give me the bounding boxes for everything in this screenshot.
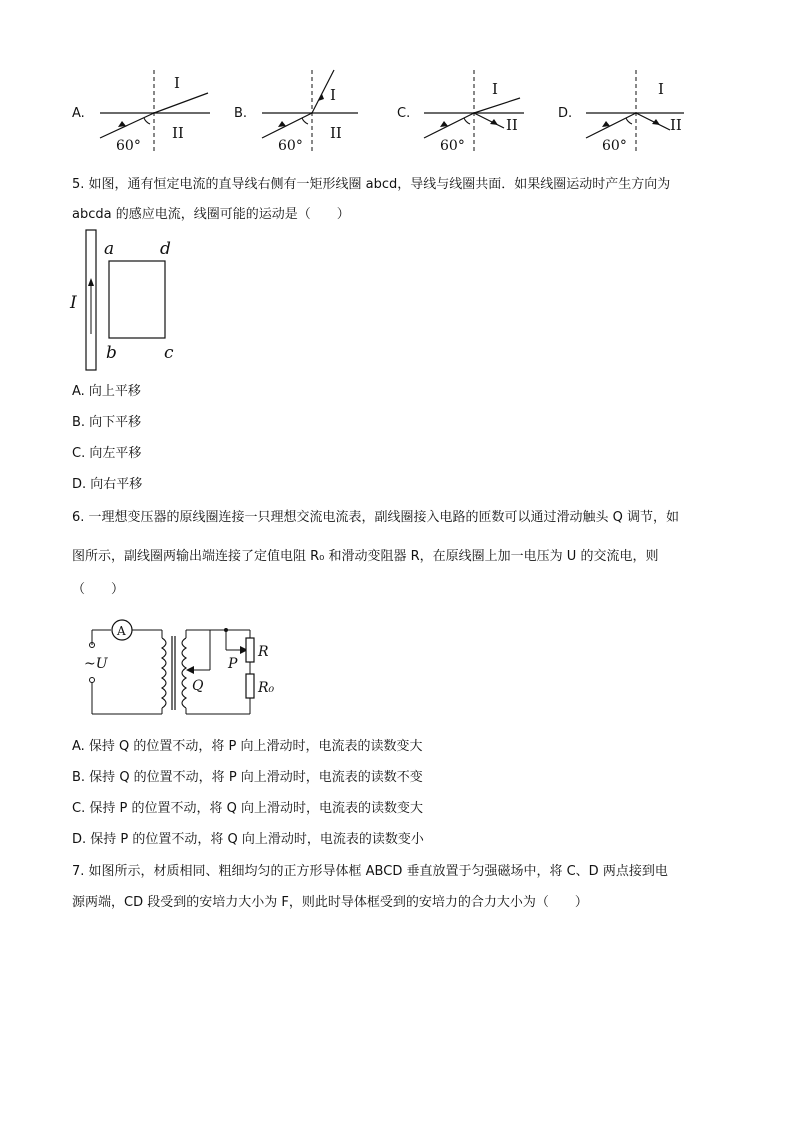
label-q: Q (192, 678, 204, 694)
q6-option-b: B. 保持 Q 的位置不动，将 P 向上滑动时，电流表的读数不变 (72, 770, 423, 785)
source-label: ~U (84, 656, 108, 672)
slider-q (186, 666, 194, 674)
label-p: P (228, 656, 238, 672)
q4-a-label-ii: II (172, 124, 184, 142)
q5-stem-line2: abcda 的感应电流，线圈可能的运动是（ ） (72, 207, 350, 222)
q4-c-angle: 60° (440, 138, 465, 154)
q4-d-angle: 60° (602, 138, 627, 154)
q7-stem-line2: 源两端，CD 段受到的安培力大小为 F，则此时导体框受到的安培力的合力大小为（ ） (72, 895, 588, 910)
q5-figure (66, 226, 196, 376)
label-c: c (164, 343, 174, 363)
q4-c-label-ii: II (506, 116, 518, 134)
label-current: I (70, 293, 77, 313)
q5-stem-line1: 5. 如图，通有恒定电流的直导线右侧有一矩形线圈 abcd，导线与线圈共面．如果线圈运动时产生方向为 (72, 177, 671, 192)
q5-option-b: B. 向下平移 (72, 415, 142, 430)
q4-option-a-diagram (92, 66, 212, 156)
primary-coil (162, 638, 166, 708)
q4-c-label-i: I (492, 80, 498, 98)
q6-option-d: D. 保持 P 的位置不动，将 Q 向上滑动时，电流表的读数变小 (72, 832, 424, 847)
q4-option-d-letter: D. (558, 106, 573, 121)
q7-stem-line1: 7. 如图所示，材质相同、粗细均匀的正方形导体框 ABCD 垂直放置于匀强磁场中，将 C、D 两点接到电 (72, 864, 668, 879)
rheostat-r (246, 638, 254, 662)
q6-stem-line1: 6. 一理想变压器的原线圈连接一只理想交流电流表，副线圈接入电路的匝数可以通过滑动触头 Q 调节，如 (72, 510, 680, 525)
q4-option-c-diagram (418, 66, 538, 156)
label-a: a (104, 239, 115, 259)
q4-option-b-diagram (254, 66, 374, 156)
label-d: d (160, 239, 171, 259)
q4-option-a-letter: A. (72, 106, 85, 121)
ammeter-label: A (117, 624, 126, 638)
q4-b-angle: 60° (278, 138, 303, 154)
q4-d-label-ii: II (670, 116, 682, 134)
q5-option-a: A. 向上平移 (72, 384, 141, 399)
resistor-r0 (246, 674, 254, 698)
q6-option-a: A. 保持 Q 的位置不动，将 P 向上滑动时，电流表的读数变大 (72, 739, 423, 754)
label-b: b (106, 343, 117, 363)
q4-a-label-i: I (174, 74, 180, 92)
q4-d-label-i: I (658, 80, 664, 98)
q4-b-label-i: I (330, 86, 336, 104)
secondary-coil (182, 638, 186, 708)
label-r: R (258, 644, 269, 660)
q4-a-angle: 60° (116, 138, 141, 154)
q5-option-c: C. 向左平移 (72, 446, 142, 461)
q6-option-c: C. 保持 P 的位置不动，将 Q 向上滑动时，电流表的读数变大 (72, 801, 423, 816)
q4-option-d-diagram (580, 66, 700, 156)
q4-option-c-letter: C. (397, 106, 411, 121)
q6-stem-line2: 图所示，副线圈两输出端连接了定值电阻 R₀ 和滑动变阻器 R，在原线圈上加一电压为 U 的交流电，则 (72, 549, 659, 564)
q5-option-d: D. 向右平移 (72, 477, 143, 492)
q4-b-label-ii: II (330, 124, 342, 142)
q6-stem-line3: （ ） (72, 582, 125, 597)
q4-option-b-letter: B. (234, 106, 248, 121)
label-r0: R₀ (258, 680, 275, 696)
q6-figure (80, 614, 290, 724)
rectangular-coil (109, 261, 165, 338)
